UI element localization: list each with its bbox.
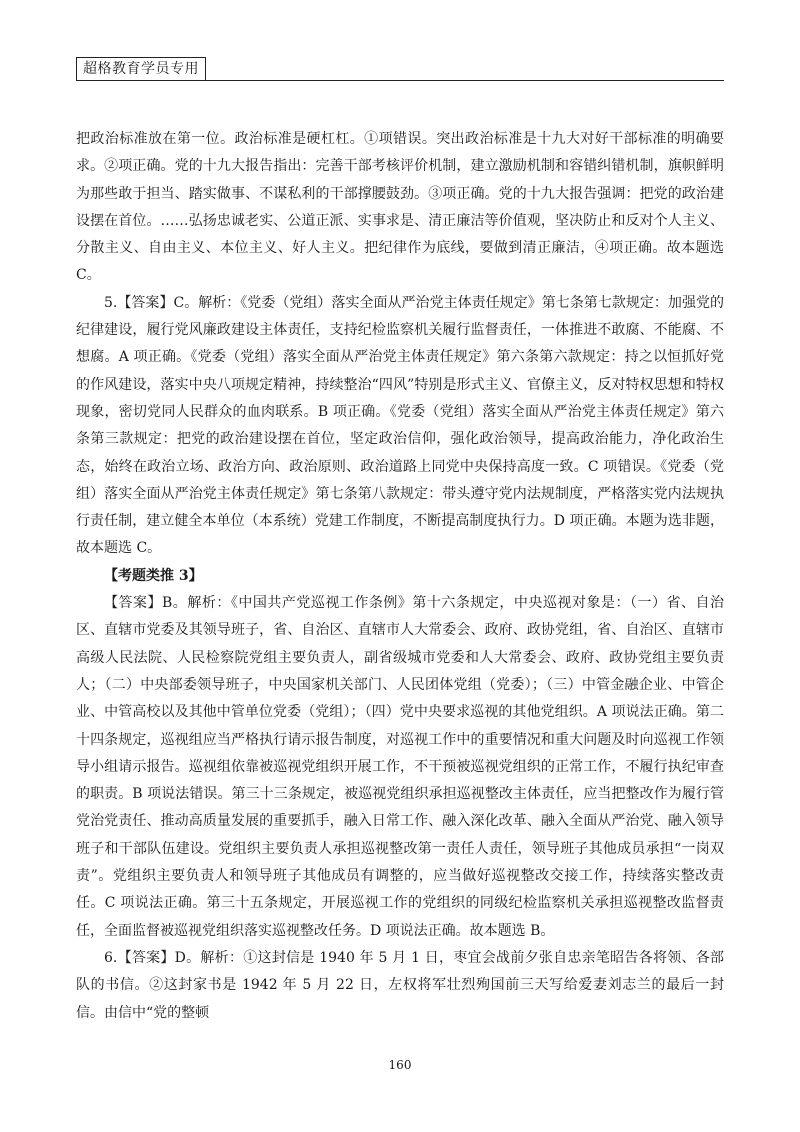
paragraph-answer-6: 6.【答案】D。解析：①这封信是 1940 年 5 月 1 日，枣宜会战前夕张自忠亲笔昭告各将领、各部队的书信。②这封家书是 1942 年 5 月 22 日，左权将军壮烈殉国前三天写给爱妻刘志兰的最后一封信。由信中“党的整顿 — [76, 949, 724, 1021]
document-body — [76, 126, 724, 1027]
paragraph-answer-5: 5.【答案】C。解析：《党委（党组）落实全面从严治党主体责任规定》第七条第七款规定：加强党的纪律建设，履行党风廉政建设主体责任，支持纪检监察机关履行监督责任，一体推进不敢腐、不能腐、不想腐。A 项正确。《党委（党组）落实全面从严治党主体责任规定》第六条第六款规定：持之以恒抓好党的作风建设，落实中央八项规定精神，持续整治“四风”特别是形式主义、官僚主义，反对特权思想和特权现象，密切党同人民群众的血肉联系。B 项正确。《党委（党组）落实全面从严治党主体责任规定》第六条第三款规定：把党的政治建设摆在首位，坚定政治信仰，强化政治领导，提高政治能力，净化政治生态，始终在政治立场、政治方向、政治原则、政治道路上同党中央保持高度一致。C 项错误。《党委（党组）落实全面从严治党主体责任规定》第七条第八款规定：带头遵守党内法规制度，严格落实党内法规执行责任制，建立健全本单位（本系统）党建工作制度，不断提高制度执行力。D 项正确。本题为选非题，故本题选 C。 — [76, 294, 724, 557]
paragraph-answer-3: 【答案】B。解析：《中国共产党巡视工作条例》第十六条规定，中央巡视对象是：（一）省、自治区、直辖市党委及其领导班子，省、自治区、直辖市人大常委会、政府、政协党组，省、自治区、直辖市高级人民法院、人民检察院党组主要负责人，副省级城市党委和人大常委会、政府、政协党组主要负责人；（二）中央部委领导班子，中央国家机关部门、人民团体党组（党委）；（三）中管金融企业、中管企业、中管高校以及其他中管单位党委（党组）；（四）党中央要求巡视的其他党组织。A 项说法正确。第二十四条规定，巡视组应当严格执行请示报告制度，对巡视工作中的重要情况和重大问题及时向巡视工作领导小组请示报告。巡视组依靠被巡视党组织开展工作，不干预被巡视党组织的正常工作，不履行执纪审查的职责。B 项说法错误。第三十三条规定，被巡视党组织承担巡视整改主体责任，应当把整改作为履行管党治党责任、推动高质量发展的重要抓手，融入日常工作、融入深化改革、融入全面从严治党、融入领导班子和干部队伍建设。党组织主要负责人承担巡视整改第一责任人责任，领导班子其他成员承担“一岗双责”。党组织主要负责人和领导班子其他成员有调整的，应当做好巡视整改交接工作，持续落实整改责任。C 项说法正确。第三十五条规定，开展巡视工作的党组织的同级纪检监察机关承担巡视整改监督责任，全面监督被巡视党组织落实巡视整改任务。D 项说法正确。故本题选 B。 — [76, 595, 724, 939]
section-heading: 【考题类推 3】 — [104, 567, 203, 584]
header-label: 超格教育学员专用 — [76, 57, 206, 81]
header-rule — [76, 80, 724, 81]
paragraph-continuation: 把政治标准放在第一位。政治标准是硬杠杠。①项错误。突出政治标准是十九大对好干部标准的明确要求。②项正确。党的十九大报告指出：完善干部考核评价机制，建立激励机制和容错纠错机制，旗帜鲜明为那些敢于担当、踏实做事、不谋私利的干部撑腰鼓劲。③项正确。党的十九大报告强调：把党的政治建设摆在首位。……弘扬忠诚老实、公道正派、实事求是、清正廉洁等价值观，坚决防止和反对个人主义、分散主义、自由主义、本位主义、好人主义。把纪律作为底线，要做到清正廉洁，④项正确。故本题选 C。 — [76, 131, 724, 284]
page-number: 160 — [388, 1058, 412, 1072]
